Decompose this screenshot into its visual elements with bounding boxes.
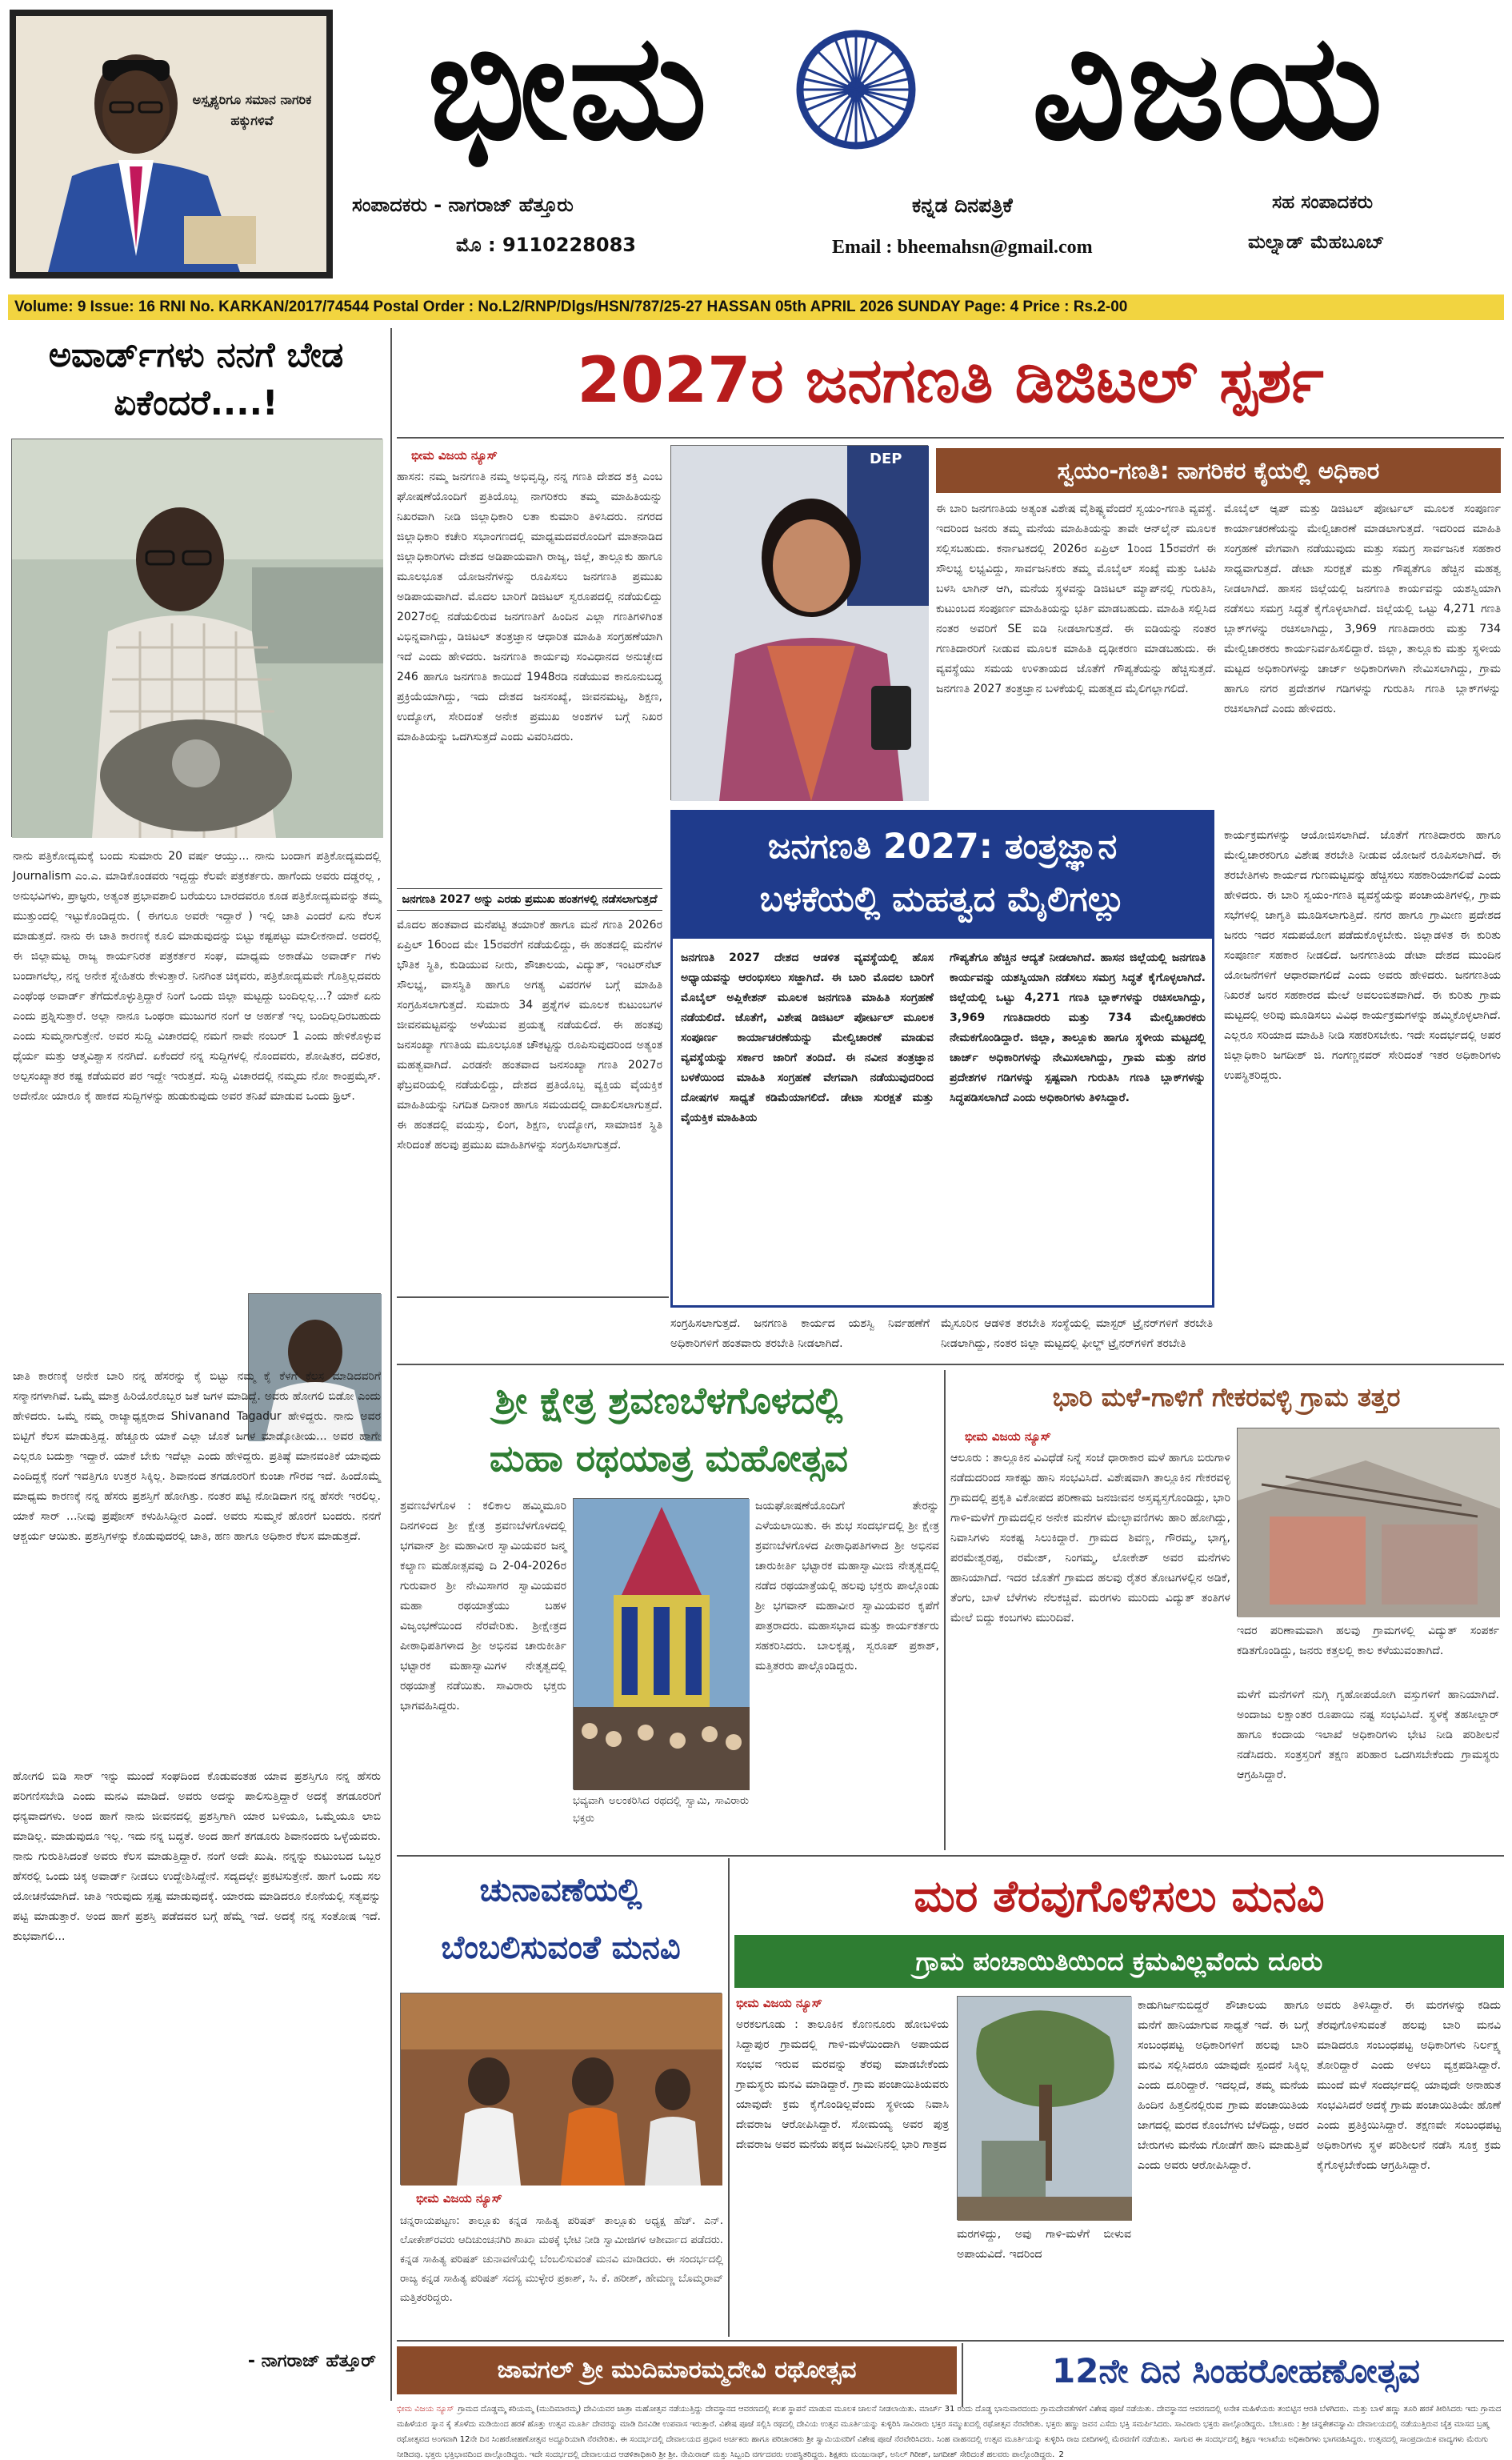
divider (397, 1855, 1504, 1857)
rathayatra-body-1: ಶ್ರವಣಬೆಳಗೊಳ : ಕಲಿಕಾಲ ಹಮ್ಮಿಮೂರಿ ದಿನಗಳಿಂದ ಶ್ರೀ ಕ್ಷೇತ್ರ ಶ್ರವಣಬೆಳಗೊಳದಲ್ಲಿ ಭಗವಾನ್ ಶ್ರೀ ಮಹಾವೀರ ಸ್ವಾಮಿಯವರ ಜನ್ಮ ಕಲ್ಯಾಣ ಮಹೋತ್ಸವವು ದಿ 2-04-2026ರ ಗುರುವಾರ ಶ್ರೀ ನೇಮಿಸಾಗರ ಸ್ವಾಮಿಯವರ ಮಹಾ ರಥಯಾತ್ರೆಯು ಬಹಳ ವಿಜೃಂಭಣೆಯಿಂದ ನೆರವೇರಿತು. ಶ್ರೀಕ್ಷೇತ್ರದ ಪೀಠಾಧಿಪತಿಗಳಾದ ಶ್ರೀ ಅಭಿನವ ಚಾರುಕೀರ್ತಿ ಭಟ್ಟಾರಕ ಮಹಾಸ್ವಾಮಿಗಳ ನೇತೃತ್ವದಲ್ಲಿ ರಥಯಾತ್ರೆ ನಡೆಯಿತು. ಸಾವಿರಾರು ಭಕ್ತರು ಭಾಗವಹಿಸಿದ್ದರು. (400, 1500, 566, 1713)
signature: - ನಾಗರಾಜ್ ಹೆತ್ತೂರ್ (247, 2351, 376, 2371)
coeditor-label: ಸಹ ಸಂಪಾದಕರು (1272, 192, 1374, 213)
javagal-headline: ಜಾವಗಲ್ ಶ್ರೀ ಮುದಿಮಾರಮ್ಮದೇವಿ ರಥೋತ್ಸವ (397, 2346, 957, 2394)
rain-story (950, 1426, 1230, 1842)
tech-tail-3: ಕಾರ್ಯಕ್ರಮಗಳನ್ನು ಆಯೋಜಿಸಲಾಗಿದೆ. ಜೊತೆಗೆ ಗಣತಿದಾರರು ಹಾಗೂ ಮೇಲ್ವಿಚಾರಕರಿಗೂ ವಿಶೇಷ ತರಬೇತಿ ನೀಡುವ ಯೋಜನೆ ರೂಪಿಸಲಾಗಿದೆ. ಈ ತರಬೇತಿಗಳು ಕಾರ್ಯದ ಗುಣಮಟ್ಟವನ್ನು ಹೆಚ್ಚಿಸಲು ಸಹಕಾರಿಯಾಗಲಿವೆ ಎಂದು ಹೇಳಿದರು. ಈ ಬಾರಿ ಸ್ವಯಂ-ಗಣತಿ ವ್ಯವಸ್ಥೆಯನ್ನು ಪಂಚಾಯತಿಗಳಲ್ಲಿ, ಗ್ರಾಮ ಸಭೆಗಳಲ್ಲಿ ಜಾಗೃತಿ ಮೂಡಿಸಲಾಗುತ್ತಿದೆ. ನಗರ ಹಾಗೂ ಗ್ರಾಮೀಣ ಪ್ರದೇಶದ ಜನರು ಇದರ ಸದುಪಯೋಗ ಪಡೆದುಕೊಳ್ಳಬೇಕು. ಜಿಲ್ಲಾಡಳಿತ ಈ ಕುರಿತು ಸಂಪೂರ್ಣ ಸಹಕಾರ ನೀಡಲಿದೆ. ಜನಗಣತಿಯ ಡೇಟಾ ದೇಶದ ಮುಂದಿನ ಯೋಜನೆಗಳಿಗೆ ಆಧಾರವಾಗಲಿದೆ ಎಂದು ಅವರು ಹೇಳಿದರು. ಜನಗಣತಿಯ ನಿಖರತೆ ಜನರ ಸಹಕಾರದ ಮೇಲೆ ಅವಲಂಬಿತವಾಗಿದೆ. ಈ ಕುರಿತು ಗ್ರಾಮ ಮಟ್ಟದಲ್ಲಿ ಅರಿವು ಮೂಡಿಸಲು ವಿವಿಧ ಕಾರ್ಯಕ್ರಮಗಳನ್ನು ಹಮ್ಮಿಕೊಳ್ಳಲಾಗಿದೆ. ಎಲ್ಲರೂ ಸರಿಯಾದ ಮಾಹಿತಿ ನೀಡಿ ಸಹಕರಿಸಬೇಕು. ಇದೇ ಸಂದರ್ಭದಲ್ಲಿ ಅಪರ ಜಿಲ್ಲಾಧಿಕಾರಿ ಜಗದೀಶ್ ಜಿ. ಗಂಗಣ್ಣನವರ್ ಸೇರಿದಂತೆ ಇತರ ಅಧಿಕಾರಿಗಳು ಉಪಸ್ಥಿತರಿದ್ದರು. (1224, 829, 1501, 1082)
lead-byline: ಭೀಮ ವಿಜಯ ನ್ಯೂಸ್ (411, 448, 498, 463)
election-headline-2: ಬೆಂಬಲಿಸುವಂತೆ ಮನವಿ (441, 1929, 681, 1966)
divider (397, 437, 1504, 439)
rathayatra-headline-2: ಮಹಾ ರಥಯಾತ್ರ ಮಹೋತ್ಸವ (489, 1436, 849, 1480)
tech-body-2: ಗೌಪ್ಯತೆಗೂ ಹೆಚ್ಚಿನ ಆದ್ಯತೆ ನೀಡಲಾಗಿದೆ. ಹಾಸನ ಜಿಲ್ಲೆಯಲ್ಲಿ ಜನಗಣತಿ ಕಾರ್ಯವನ್ನು ಯಶಸ್ವಿಯಾಗಿ ನಡೆಸಲು ಸಮಗ್ರ ಸಿದ್ಧತೆ ಕೈಗೊಳ್ಳಲಾಗಿದೆ. ಜಿಲ್ಲೆಯಲ್ಲಿ ಒಟ್ಟು 4,271 ಗಣತಿ ಬ್ಲಾಕ್‌ಗಳನ್ನು ರಚಿಸಲಾಗಿದ್ದು, 3,969 ಗಣತಿದಾರರು ಮತ್ತು 734 ಮೇಲ್ವಿಚಾರಕರು ನೇಮಕಗೊಂಡಿದ್ದಾರೆ. ಜಿಲ್ಲಾ, ತಾಲ್ಲೂಕು ಹಾಗೂ ಸ್ಥಳೀಯ ಮಟ್ಟದಲ್ಲಿ ಚಾರ್ಜ್ ಅಧಿಕಾರಿಗಳನ್ನು ನೇಮಿಸಲಾಗಿದ್ದು, ಗ್ರಾಮ ಮತ್ತು ನಗರ ಪ್ರದೇಶಗಳ ಗಡಿಗಳನ್ನು ಸ್ಪಷ್ಟವಾಗಿ ಗುರುತಿಸಿ ಗಣತಿ ಬ್ಲಾಕ್‌ಗಳನ್ನು ಸಿದ್ಧಪಡಿಸಲಾಗಿದೆ ಎಂದು ಅಧಿಕಾರಿಗಳು ತಿಳಿಸಿದ್ದಾರೆ. (950, 952, 1206, 1104)
chariot-photo (573, 1498, 749, 1789)
divider (397, 1364, 1504, 1365)
tech-tail-1: ಸಂಗ್ರಹಿಸಲಾಗುತ್ತದೆ. ಜನಗಣತಿ ಕಾರ್ಯದ ಯಶಸ್ವಿ ನಿರ್ವಹಣೆಗೆ ಅಧಿಕಾರಿಗಳಿಗೆ ಹಂತವಾರು ತರಬೇತಿ ನೀಡಲಾಗಿದೆ. (670, 1317, 930, 1350)
divider (944, 1370, 946, 1850)
rathayatra-caption: ಭವ್ಯವಾಗಿ ಅಲಂಕರಿಸಿದ ರಥದಲ್ಲಿ ಸ್ವಾಮಿ, ಸಾವಿರಾರು ಭಕ್ತರು (573, 1795, 749, 1825)
divider (962, 2343, 963, 2407)
lead-body: ಹಾಸನ: ನಮ್ಮ ಜನಗಣತಿ ನಮ್ಮ ಅಭಿವೃದ್ಧಿ, ನನ್ನ ಗಣತಿ ದೇಶದ ಶಕ್ತಿ ಎಂಬ ಘೋಷಣೆಯೊಂದಿಗೆ ಪ್ರತಿಯೊಬ್ಬ ನಾಗರಿಕರು ತಮ್ಮ ಮಾಹಿತಿಯನ್ನು ನಿಖರವಾಗಿ ನೀಡಿ ಜಿಲ್ಲಾಧಿಕಾರಿ ಲತಾ ಕುಮಾರಿ ತಿಳಿಸಿದರು. ನಗರದ ಜಿಲ್ಲಾಧಿಕಾರಿ ಕಚೇರಿ ಸಭಾಂಗಣದಲ್ಲಿ ಮಾಧ್ಯಮದವರೊಂದಿಗೆ ಮಾತನಾಡಿದ ಜಿಲ್ಲಾಧಿಕಾರಿಗಳು ದೇಶದ ಅಡಿಪಾಯವಾಗಿ ರಾಜ್ಯ, ಜಿಲ್ಲೆ, ತಾಲ್ಲೂಕು ಹಾಗೂ ಮೂಲಭೂತ ಯೋಜನೆಗಳನ್ನು ರೂಪಿಸಲು ಜನಗಣತಿ ಪ್ರಮುಖ ಅಡಿಪಾಯವಾಗಿದೆ. ಮೊದಲ ಬಾರಿಗೆ ಡಿಜಿಟಲ್ ಸ್ವರೂಪದಲ್ಲಿ ನಡೆಯಲಿದ್ದು 2027ರಲ್ಲಿ ನಡೆಯಲಿರುವ ಜನಗಣತಿಗೆ ಹಿಂದಿನ ಎಲ್ಲಾ ಗಣತಿಗಳಿಗಿಂತ ವಿಭಿನ್ನವಾಗಿದ್ದು, ಡಿಜಿಟಲ್ ತಂತ್ರಜ್ಞಾನ ಆಧಾರಿತ ಮಾಹಿತಿ ಸಂಗ್ರಹಣೆಯಾಗಿ ಇದೆ ಎಂದು ಹೇಳಿದರು. ಜನಗಣತಿ ಕಾರ್ಯವು ಸಂವಿಧಾನದ ಅನುಚ್ಛೇದ 246 ಹಾಗೂ ಜನಗಣತಿ ಕಾಯಿದೆ 1948ರಡಿ ನಡೆಯುವ ಕಾನೂನುಬದ್ಧ ಪ್ರಕ್ರಿಯೆಯಾಗಿದ್ದು, ಇದು ದೇಶದ ಜನಸಂಖ್ಯೆ, ಜೀವನಮಟ್ಟ, ಶಿಕ್ಷಣ, ಉದ್ಯೋಗ, ಸೇರಿದಂತೆ ಅನೇಕ ಪ್ರಮುಖ ಅಂಶಗಳ ಬಗ್ಗೆ ನಿಖರ ಮಾಹಿತಿಯನ್ನು ಒದಗಿಸುತ್ತದೆ ಎಂದು ವಿವರಿಸಿದರು. (397, 471, 662, 743)
lower-band (397, 2399, 1504, 2459)
left-para-2: ಜಾತಿ ಕಾರಣಕ್ಕೆ ಅನೇಕ ಬಾರಿ ನನ್ನ ಹೆಸರನ್ನು ಕೈ ಬಿಟ್ಟು ನಮ್ಮ ಕೈ ಕೆಳಗೆ ಕೆಲಸ ಮಾಡಿದವರಿಗೆ ಸನ್ಮಾನಗಳಾಗಿವೆ. ಒಮ್ಮೆ ಮಾತ್ರ ಹಿರಿಯೊರೊಬ್ಬರ ಜತೆ ಜಗಳ ಮಾಡಿದ್ದೆ. ಅವರು ಹೋಗಲಿ ಬಿಡೋ ಎಂದು ಹೇಳಿದರು. ಒಮ್ಮೆ ನಮ್ಮ ರಾಜ್ಯಾಧ್ಯಕ್ಷರಾದ Shivanand Tagadur ಹೇಳಿದ್ದರು. ನಾನು ಅವರ ಬಿಟ್ಟಿಗೆ ಕೆಲಸ ಮಾಡುತ್ತಿದ್ದ. ಹೆಚ್ಚೂರು ಯಾಕೆ ಎಲ್ಲಾ ಜೊತೆ ಜಗಳ ಮಾಡ್ಕೋತೀಯ... ಅವರ ಹಾಗೇ ಎಲ್ಲರೂ ಬದುಕ್ತಾ ಇದ್ದಾರೆ. ಯಾಕೆ ಬೇಕು ಇದೆಲ್ಲಾ ಎಂದು ಹೇಳಿದ್ದರು. ಪ್ರತಿಷ್ಠೆ ಮಾನವಂತಿಕೆ ಯಾವುದು ಎಂದಿದ್ದಕ್ಕೆ ನಂಗೆ ಇವತ್ತಿಗೂ ಉತ್ತರ ಸಿಕ್ಕಿಲ್ಲ. ಶಿವಾನಂದ ತಗಡೂರರಿಗೆ ಕುಂಚಾ ಗೌರವ ಇದೆ. ಹಿಂದೊಮ್ಮೆ ಮಾಧ್ಯಮ ಕಾರಣಕ್ಕೆ ನನ್ನ ಹೆಸರು ಪ್ರಶಸ್ತಿಗೆ ಹೋಗಿತ್ತು. ನಂತರ ಪಟ್ಟಿ ನೋಡಿದಾಗ ನನ್ನ ಹೆಸರೇ ಇರಲಿಲ್ಲ. ಯಾಕೆ ಸಾರ್ ...ನೀವು ಪ್ರಪೋಸ್ ಕಳುಹಿಸಿದ್ದೀರ ಎಂದೆ. ಅವರು ಸುಮ್ಮನೆ ಹೊರಗೆ ಬಂದರು. ನನಗೆ ಆಶ್ಚರ್ಯ ಆಯಿತು. ಪ್ರಶಸ್ತಿಗಳನ್ನು ಕೊಡುವುದರಲ್ಲಿ ಜಾತಿ, ಹಣ ಹಾಗೂ ಅಧಿಕಾರ ಕೆಲಸ ಮಾಡುತ್ತದೆ. (13, 1370, 381, 1543)
trees-subhead: ಗ್ರಾಮ ಪಂಚಾಯಿತಿಯಿಂದ ಕ್ರಮವಿಲ್ಲವೆಂದು ದೂರು (734, 1935, 1504, 1988)
rain-body-1: ಆಲೂರು : ತಾಲ್ಲೂಕಿನ ವಿವಿಧೆಡೆ ನಿನ್ನೆ ಸಂಜೆ ಧಾರಾಕಾರ ಮಳೆ ಹಾಗೂ ಬಿರುಗಾಳಿ ನಡೆದುದರಿಂದ ಸಾಕಷ್ಟು ಹಾನಿ ಸಂಭವಿಸಿದೆ. ವಿಶೇಷವಾಗಿ ತಾಲ್ಲೂಕಿನ ಗೇಕರವಳ್ಳಿ ಗ್ರಾಮದಲ್ಲಿ ಪ್ರಕೃತಿ ವಿಕೋಪದ ಪರಿಣಾಮ ಜನಜೀವನ ಅಸ್ತವ್ಯಸ್ತಗೊಂಡಿದ್ದು, ಭಾರಿ ಗಾಳಿ-ಮಳೆಗೆ ಗ್ರಾಮದಲ್ಲಿನ ಅನೇಕ ಮನೆಗಳ ಮೇಲ್ಛಾವಣಿಗಳು ಹಾರಿ ಹೋಗಿದ್ದು, ನಿವಾಸಿಗಳು ಸಂಕಷ್ಟ ಸಿಲುಕಿದ್ದಾರೆ. ಗ್ರಾಮದ ಶಿವಣ್ಣ, ಗೌರಮ್ಮ, ಭಾಗ್ಯ, ಪರಮೇಶ್ವರಪ್ಪ, ರಮೇಶ್, ನಿಂಗಮ್ಮ, ಲೋಕೇಶ್ ಅವರ ಮನೆಗಳು ಹಾನಿಯಾಗಿದೆ. ಇದರ ಜೊತೆಗೆ ಗ್ರಾಮದ ಹಲವು ರೈತರ ತೋಟಗಳಲ್ಲಿನ ಅಡಿಕೆ, ತೆಂಗು, ಬಾಳೆ ಬೆಳೆಗಳು ನೆಲಕಚ್ಚಿವೆ. ಮರಗಳು ಮುರಿದು ವಿದ್ಯುತ್ ತಂತಿಗಳ ಮೇಲೆ ಬಿದ್ದು ಕಂಬಗಳು ಮುರಿದಿವೆ. (950, 1452, 1230, 1625)
trees-body-1: ಅರಕಲಗೂಡು : ತಾಲೂಕಿನ ಕೊಣನೂರು ಹೋಬಳಿಯ ಸಿದ್ದಾಪುರ ಗ್ರಾಮದಲ್ಲಿ ಗಾಳಿ-ಮಳೆಯಿಂದಾಗಿ ಅಪಾಯದ ಸಂಭವ ಇರುವ ಮರವನ್ನು ತೆರವು ಮಾಡಬೇಕೆಂದು ಗ್ರಾಮಸ್ಥರು ಮನವಿ ಮಾಡಿದ್ದಾರೆ. ಗ್ರಾಮ ಪಂಚಾಯಿತಿಯವರು ಯಾವುದೇ ಕ್ರಮ ಕೈಗೊಂಡಿಲ್ಲವೆಂದು ಸ್ಥಳೀಯ ನಿವಾಸಿ ದೇವರಾಜ ಆರೋಪಿಸಿದ್ದಾರೆ. ಸೋಮಯ್ಯ ಅವರ ಪುತ್ರ ದೇವರಾಜ ಅವರ ಮನೆಯ ಪಕ್ಕದ ಜಮೀನಿನಲ್ಲಿ ಭಾರಿ ಗಾತ್ರದ (736, 2018, 949, 2151)
portrait-caption: ಅಸ್ಪೃಶ್ಯರಿಗೂ ಸಮಾನ ನಾಗರಿಕ ಹಕ್ಕುಗಳಿವೆ (192, 92, 312, 128)
divider (397, 2340, 1504, 2342)
tech-body-1: ಜನಗಣತಿ 2027 ದೇಶದ ಆಡಳಿತ ವ್ಯವಸ್ಥೆಯಲ್ಲಿ ಹೊಸ ಅಧ್ಯಾಯವನ್ನು ಆರಂಭಿಸಲು ಸಜ್ಜಾಗಿದೆ. ಈ ಬಾರಿ ಮೊದಲ ಬಾರಿಗೆ ಮೊಬೈಲ್ ಅಪ್ಲಿಕೇಶನ್ ಮೂಲಕ ಜನಗಣತಿ ಮಾಹಿತಿ ಸಂಗ್ರಹಣೆ ನಡೆಯಲಿದೆ. ಜೊತೆಗೆ, ವಿಶೇಷ ಡಿಜಿಟಲ್ ಪೋರ್ಟಲ್ ಮೂಲಕ ಸಂಪೂರ್ಣ ಕಾರ್ಯಾಚರಣೆಯನ್ನು ಮೇಲ್ವಿಚಾರಣೆ ಮಾಡುವ ವ್ಯವಸ್ಥೆಯನ್ನು ಸರ್ಕಾರ ಜಾರಿಗೆ ತಂದಿದೆ. ಈ ನವೀನ ತಂತ್ರಜ್ಞಾನ ಬಳಕೆಯಿಂದ ಮಾಹಿತಿ ಸಂಗ್ರಹಣೆ ವೇಗವಾಗಿ ನಡೆಯುವುದರಿಂದ ದೋಷಗಳ ಸಾಧ್ಯತೆ ಕಡಿಮೆಯಾಗಲಿದೆ. ಡೇಟಾ ಸುರಕ್ಷತೆ ಮತ್ತು ವೈಯಕ್ತಿಕ ಮಾಹಿತಿಯ (681, 952, 934, 1124)
portrait-image (16, 16, 326, 272)
tech-headline-2: ಬಳಕೆಯಲ್ಲಿ ಮಹತ್ವದ ಮೈಲಿಗಲ್ಲು (759, 879, 1126, 919)
left-para-3: ಹೋಗಲಿ ಬಿಡಿ ಸಾರ್ ಇನ್ನು ಮುಂದೆ ಸಂಘದಿಂದ ಕೊಡುವಂತಹ ಯಾವ ಪ್ರಶಸ್ತಿಗೂ ನನ್ನ ಹೆಸರು ಪರಿಗಣಿಸಬೇಡಿ ಎಂದು ಮನವಿ ಮಾಡಿದೆ. ಅವರು ಅದನ್ನು ಪಾಲಿಸುತ್ತಿದ್ದಾರೆ ಅದಕ್ಕೆ ತಗಡೂರರಿಗೆ ಧನ್ಯವಾದಗಳು. ಅಂದ ಹಾಗೆ ನಾನು ಜೀವನದಲ್ಲಿ ಪ್ರಶಸ್ತಿಗಾಗಿ ಯಾರ ಬಳಿಯೂ, ಒಮ್ಮೆಯೂ ಲಾಬಿ ಮಾಡಿಲ್ಲ. ಮಾಡುವುದೂ ಇಲ್ಲ. ಇದು ನನ್ನ ಬದ್ಧತೆ. ಅಂದ ಹಾಗೆ ತಗಡೂರು ಶಿವಾನಂದರು ಒಳ್ಳೆಯವರು. ನಾನು ಗುರುತಿಸಿದಂತೆ ಅವರು ಕೆಲಸ ಮಾಡುತ್ತಿದ್ದಾರೆ. ನಂಗೆ ಅದೇ ಖುಷಿ. ನನ್ನನ್ನು ಕುಟುಂಬದ ಒಬ್ಬರ ಹೆಸರಲ್ಲಿ ಒಂದು ಚಿಕ್ಕ ಅವಾರ್ಡ್ ನೀಡಲು ಉದ್ದೇಶಿಸಿದ್ದೇನೆ. ಸದ್ಯದಲ್ಲೇ ಪ್ರಕಟಿಸುತ್ತೇನೆ. ಹಾಗೆ ಒಂದು ಸಲ ಯೋಚನೆಯಾಗಿದೆ. ಜಾತಿ ಇರುವುದು ಸ್ಪಷ್ಟ ಮಾಡುವುದಕ್ಕೆ. ಯಾರದು ಮಾಡಿದರೂ ಕೊನೆಯಲ್ಲಿ ಸತ್ಯವನ್ನು ಪಟ್ಟಿ ಮಾಡುತ್ತಾರೆ. ಅಂದ ಹಾಗೆ ಪ್ರಶಸ್ತಿ ಪಡೆದವರ ಬಗ್ಗೆ ಹೆಮ್ಮೆ ಇದೆ. ಅದಕ್ಕೆ ನನ್ನ ಸಂತೋಷ ಇದೆ. ಶುಭವಾಗಲಿ... (13, 1770, 381, 1943)
election-byline: ಭೀಮ ವಿಜಯ ನ್ಯೂಸ್ (416, 2191, 502, 2206)
rain-byline: ಭೀಮ ವಿಜಯ ನ್ಯೂಸ್ (965, 1429, 1051, 1444)
lead-headline: 2027ರ ಜನಗಣತಿ ಡಿಜಿಟಲ್ ಸ್ಪರ್ಶ (577, 345, 1324, 417)
self-census-body-1: ಈ ಬಾರಿ ಜನಗಣತಿಯ ಅತ್ಯಂತ ವಿಶೇಷ ವೈಶಿಷ್ಟ್ಯವೆಂದರೆ ಸ್ವಯಂ-ಗಣತಿ ವ್ಯವಸ್ಥೆ. ಇದರಿಂದ ಜನರು ತಮ್ಮ ಮನೆಯ ಮಾಹಿತಿಯನ್ನು ತಾವೇ ಆನ್‌ಲೈನ್ ಮೂಲಕ ಸಲ್ಲಿಸಬಹುದು. ಕರ್ನಾಟಕದಲ್ಲಿ 2026ರ ಏಪ್ರಿಲ್ 1ರಿಂದ 15ರವರೆಗೆ ಈ ಸೌಲಭ್ಯ ಲಭ್ಯವಿದ್ದು, ಸಾರ್ವಜನಿಕರು ತಮ್ಮ ಮೊಬೈಲ್ ಸಂಖ್ಯೆ ಮತ್ತು ಒಟಿಪಿ ಬಳಸಿ ಲಾಗಿನ್ ಆಗಿ, ಮನೆಯ ಸ್ಥಳವನ್ನು ಡಿಜಿಟಲ್ ಮ್ಯಾಪ್‌ನಲ್ಲಿ ಗುರುತಿಸಿ, ಕುಟುಂಬದ ಸಂಪೂರ್ಣ ಮಾಹಿತಿಯನ್ನು ಭರ್ತಿ ಮಾಡಬಹುದು. ಮಾಹಿತಿ ಸಲ್ಲಿಸಿದ ನಂತರ ಅವರಿಗೆ SE ಐಡಿ ನೀಡಲಾಗುತ್ತದೆ. ಈ ಐಡಿಯನ್ನು ನಂತರ ಗಣತಿದಾರರಿಗೆ ನೀಡುವ ಮೂಲಕ ಮಾಹಿತಿ ದೃಢೀಕರಣ ಮಾಡಬಹುದು. ಈ ವ್ಯವಸ್ಥೆಯು ಸಮಯ ಉಳಿತಾಯದ ಜೊತೆಗೆ ಗೌಪ್ಯತೆಯನ್ನು ಹೆಚ್ಚಿಸುತ್ತದೆ. ಜನಗಣತಿ 2027 ತಂತ್ರಜ್ಞಾನ ಬಳಕೆಯಲ್ಲಿ ಮಹತ್ವದ ಮೈಲಿಗಲ್ಲಾಗಲಿದೆ. (936, 503, 1216, 695)
trees-caption: ಮರಗಳಿದ್ದು, ಅವು ಗಾಳಿ-ಮಳೆಗೆ ಬೀಳುವ ಅಪಾಯವಿದೆ. ಇದರಿಂದ (957, 2228, 1131, 2261)
trees-body-2: ಕಾಡುಗಿರ್ಜನುಬಿದ್ದರೆ ಶೌಚಾಲಯ ಹಾಗೂ ಮನೆಗೆ ಹಾನಿಯಾಗುವ ಸಾಧ್ಯತೆ ಇದೆ. ಈ ಬಗ್ಗೆ ಸಂಬಂಧಪಟ್ಟ ಅಧಿಕಾರಿಗಳಿಗೆ ಹಲವು ಬಾರಿ ಮನವಿ ಸಲ್ಲಿಸಿದರೂ ಯಾವುದೇ ಸ್ಪಂದನೆ ಸಿಕ್ಕಿಲ್ಲ ಎಂದು ದೂರಿದ್ದಾರೆ. ಇದಲ್ಲದೆ, ತಮ್ಮ ಮನೆಯ ಹಿಂದಿನ ಹಿತ್ತಲಿನಲ್ಲಿರುವ ಗ್ರಾಮ ಪಂಚಾಯಿತಿಯ ಜಾಗದಲ್ಲಿ ಮರದ ಕೊಂಬೆಗಳು ಬೆಳೆದಿದ್ದು, ಅದರ ಬೇರುಗಳು ಮನೆಯ ಗೋಡೆಗೆ ಹಾನಿ ಮಾಡುತ್ತಿವೆ ಎಂದು ಅವರು ಆರೋಪಿಸಿದ್ದಾರೆ. (1138, 1999, 1309, 2172)
self-census-headline: ಸ್ವಯಂ-ಗಣತಿ: ನಾಗರಿಕರ ಕೈಯಲ್ಲಿ ಅಧಿಕಾರ (936, 448, 1501, 493)
tree-photo (957, 1996, 1131, 2220)
masthead (0, 0, 1512, 291)
divider (728, 1858, 730, 2337)
phone-line: ಮೊ : 9110228083 (456, 234, 636, 256)
coeditor-name: ಮಲ್ನಾಡ್ ಮೆಹಬೂಬ್ (1248, 232, 1385, 253)
journalist-photo (11, 439, 382, 837)
lead-story (397, 445, 662, 1324)
email-line: Email : bheemahsn@gmail.com (832, 237, 1093, 258)
trees-headline: ಮರ ತೆರವುಗೊಳಿಸಲು ಮನವಿ (914, 1871, 1325, 1921)
lead-body-2: ಮೊದಲ ಹಂತವಾದ ಮನೆಪಟ್ಟಿ ತಯಾರಿಕೆ ಹಾಗೂ ಮನೆ ಗಣತಿ 2026ರ ಏಪ್ರಿಲ್ 16ರಿಂದ ಮೇ 15ರವರೆಗೆ ನಡೆಯಲಿದ್ದು, ಈ ಹಂತದಲ್ಲಿ ಮನೆಗಳ ಭೌತಿಕ ಸ್ಥಿತಿ, ಕುಡಿಯುವ ನೀರು, ಶೌಚಾಲಯ, ವಿದ್ಯುತ್, ಇಂಟರ್‌ನೆಟ್ ಸೌಲಭ್ಯ, ವಾಸಸ್ಥಿತಿ ಹಾಗೂ ಅಗತ್ಯ ವಿವರಗಳ ಬಗ್ಗೆ ಮಾಹಿತಿ ಸಂಗ್ರಹಿಸಲಾಗುತ್ತದೆ. ಸುಮಾರು 34 ಪ್ರಶ್ನೆಗಳ ಮೂಲಕ ಕುಟುಂಬಗಳ ಜೀವನಮಟ್ಟವನ್ನು ಅಳೆಯುವ ಪ್ರಯತ್ನ ನಡೆಯಲಿದೆ. ಈ ಹಂತವು ಜನಸಂಖ್ಯಾ ಗಣತಿಯ ಮೂಲಭೂತ ಚೌಕಟ್ಟನ್ನು ರೂಪಿಸುವುದರಿಂದ ಅತ್ಯಂತ ಮಹತ್ವವಾಗಿದೆ. ಎರಡನೇ ಹಂತವಾದ ಜನಸಂಖ್ಯಾ ಗಣತಿ 2027ರ ಫೆಬ್ರವರಿಯಲ್ಲಿ ನಡೆಯಲಿದ್ದು, ದೇಶದ ಪ್ರತಿಯೊಬ್ಬ ವ್ಯಕ್ತಿಯ ವೈಯಕ್ತಿಕ ಮಾಹಿತಿಯನ್ನು ನಿಗದಿತ ದಿನಾಂಕ ಹಾಗೂ ಸಮಯದಲ್ಲಿ ದಾಖಲಿಸಲಾಗುತ್ತದೆ. ಈ ಹಂತದಲ್ಲಿ ವಯಸ್ಸು, ಲಿಂಗ, ಶಿಕ್ಷಣ, ಉದ್ಯೋಗ, ಸಾಮಾಜಿಕ ಸ್ಥಿತಿ ಸೇರಿದಂತೆ ಹಲವು ಪ್ರಮುಖ ಮಾಹಿತಿಗಳನ್ನು ಸಂಗ್ರಹಿಸಲಾಗುತ್ತದೆ. (397, 919, 662, 1152)
editor-line: ಸಂಪಾದಕರು - ನಾಗರಾಜ್ ಹೆತ್ತೂರು (352, 194, 574, 216)
tech-headline-1: ಜನಗಣತಿ 2027: ತಂತ್ರಜ್ಞಾನ (767, 827, 1118, 867)
election-headline-1: ಚುನಾವಣೆಯಲ್ಲಿ (479, 1872, 642, 1909)
election-headline (397, 1861, 725, 1989)
portrait-frame (10, 10, 333, 278)
dc-photo (670, 445, 928, 800)
divider (397, 1296, 669, 1298)
javagal-body-2: ಸ್ನಾನ ಕೈ ತೊಳೆದು ಮಡಿಯಿಂದ ಹರಕೆ ಹೊತ್ತು ಉತ್ಸವ ಮೂರ್ತಿ ದೇವರನ್ನು ಮಾಡಿ ದಿನವಿಡೀ ಉಪವಾಸ ಇರುತ್ತಾರೆ. ವಿಶೇಷ ಪೂಜೆ ಸಲ್ಲಿಸಿ ರಥದಲ್ಲಿ ದೇವಿಯ ಉತ್ಸವ ಮೂರ್ತಿಯನ್ನು ಕುಳ್ಳಿರಿಸಿ ಸಾವಿರಾರು ಭಕ್ತರ ಸಮ್ಮುಖದಲ್ಲಿ ರಥೋತ್ಸವ ನೆರವೇರಿತು. ಭಕ್ತರು ಹಣ್ಣು ಜವನ ಎಸೆದು ಭಕ್ತಿ ಸಮರ್ಪಿಸಿದರು. ಸಾವಿರಾರು ಭಕ್ತರು ಪಾಲ್ಗೊಂಡಿದ್ದರು. (430, 2420, 1266, 2429)
trees-story (736, 1993, 949, 2337)
rain-headline: ಭಾರಿ ಮಳೆ-ಗಾಳಿಗೆ ಗೇಕರವಳ್ಳಿ ಗ್ರಾಮ ತತ್ತರ (1052, 1382, 1401, 1412)
left-column (8, 327, 384, 2402)
rain-body-2: ಮಳೆಗೆ ಮನೆಗಳಿಗೆ ನುಗ್ಗಿ ಗೃಹೋಪಯೋಗಿ ವಸ್ತುಗಳಿಗೆ ಹಾನಿಯಾಗಿದೆ. ಅಂದಾಜು ಲಕ್ಷಾಂತರ ರೂಪಾಯಿ ನಷ್ಟ ಸಂಭವಿಸಿದೆ. ಸ್ಥಳಕ್ಕೆ ತಹಸೀಲ್ದಾರ್ ಹಾಗೂ ಕಂದಾಯ ಇಲಾಖೆ ಅಧಿಕಾರಿಗಳು ಭೇಟಿ ನೀಡಿ ಪರಿಶೀಲನೆ ನಡೆಸಿದರು. ಸಂತ್ರಸ್ತರಿಗೆ ತಕ್ಷಣ ಪರಿಹಾರ ಒದಗಿಸಬೇಕೆಂದು ಗ್ರಾಮಸ್ಥರು ಆಗ್ರಹಿಸಿದ್ದಾರೆ. (1237, 1689, 1499, 1781)
trees-body-3: ಅವರು ತಿಳಿಸಿದ್ದಾರೆ. ಈ ಮರಗಳನ್ನು ಕಡಿದು ತೆರವುಗೊಳಿಸುವಂತೆ ಹಲವು ಬಾರಿ ಮನವಿ ಮಾಡಿದರೂ ಸಂಬಂಧಪಟ್ಟ ಅಧಿಕಾರಿಗಳು ನಿರ್ಲಕ್ಷ್ಯ ತೋರಿದ್ದಾರೆ ಎಂದು ಅಳಲು ವ್ಯಕ್ತಪಡಿಸಿದ್ದಾರೆ. ಮುಂದೆ ಮಳೆ ಸಂದರ್ಭದಲ್ಲಿ ಯಾವುದೇ ಅನಾಹುತ ಸಂಭವಿಸಿದರೆ ಅದಕ್ಕೆ ಗ್ರಾಮ ಪಂಚಾಯಿತಿಯೇ ಹೊಣೆ ಎಂದು ಪ್ರತಿಕ್ರಿಯಿಸಿದ್ದಾರೆ. ತಕ್ಷಣವೇ ಸಂಬಂಧಪಟ್ಟ ಅಧಿಕಾರಿಗಳು ಸ್ಥಳ ಪರಿಶೀಲನೆ ನಡೆಸಿ ಸೂಕ್ತ ಕ್ರಮ ಕೈಗೊಳ್ಳಬೇಕೆಂದು ಆಗ್ರಹಿಸಿದ್ದಾರೆ. (1317, 1999, 1501, 2172)
lead-subhead: ಜನಗಣತಿ 2027 ಅನ್ನು ಎರಡು ಪ್ರಮುಖ ಹಂತಗಳಲ್ಲಿ ನಡೆಸಲಾಗುತ್ತದೆ (397, 888, 662, 911)
left-headline: ಅವಾರ್ಡ್‌ಗಳು ನನಗೆ ಬೇಡ ಏಕೆಂದರೆ....! (48, 335, 344, 423)
dc-photo-sign: DEP (870, 451, 902, 467)
self-census-body-2: ಮೊಬೈಲ್ ಆ್ಯಪ್ ಮತ್ತು ಡಿಜಿಟಲ್ ಪೋರ್ಟಲ್ ಮೂಲಕ ಸಂಪೂರ್ಣ ಕಾರ್ಯಾಚರಣೆಯನ್ನು ಮೇಲ್ವಿಚಾರಣೆ ಮಾಡಲಾಗುತ್ತದೆ. ಇದರಿಂದ ಮಾಹಿತಿ ಸಂಗ್ರಹಣೆ ವೇಗವಾಗಿ ನಡೆಯುವುದು ಮತ್ತು ಸಮಗ್ರ ಸಾರ್ವಜನಿಕ ಸಹಕಾರ ಸಾಧ್ಯವಾಗುತ್ತದೆ. ಡೇಟಾ ಸುರಕ್ಷತೆ ಮತ್ತು ಗೌಪ್ಯತೆಗೂ ಹೆಚ್ಚಿನ ಮಹತ್ವ ನೀಡಲಾಗಿದೆ. ಹಾಸನ ಜಿಲ್ಲೆಯಲ್ಲಿ ಜನಗಣತಿ ಕಾರ್ಯವನ್ನು ಯಶಸ್ವಿಯಾಗಿ ನಡೆಸಲು ಸಮಗ್ರ ಸಿದ್ಧತೆ ಕೈಗೊಳ್ಳಲಾಗಿದೆ. ಜಿಲ್ಲೆಯಲ್ಲಿ ಒಟ್ಟು 4,271 ಗಣತಿ ಬ್ಲಾಕ್‌ಗಳನ್ನು ರಚಿಸಲಾಗಿದ್ದು, 3,969 ಗಣತಿದಾರರು ಮತ್ತು 734 ಮೇಲ್ವಿಚಾರಕರು ಕಾರ್ಯನಿರ್ವಹಿಸಲಿದ್ದಾರೆ. ಜಿಲ್ಲಾ, ತಾಲ್ಲೂಕು ಮತ್ತು ಸ್ಥಳೀಯ ಮಟ್ಟದ ಅಧಿಕಾರಿಗಳನ್ನು ಚಾರ್ಜ್ ಅಧಿಕಾರಿಗಳಾಗಿ ನೇಮಿಸಲಾಗಿದ್ದು, ಗ್ರಾಮ ಹಾಗೂ ನಗರ ಪ್ರದೇಶಗಳ ಗಡಿಗಳನ್ನು ಗುರುತಿಸಿ ಗಣತಿ ಬ್ಲಾಕ್‌ಗಳನ್ನು ರಚಿಸಲಾಗಿದೆ ಎಂದು ಹೇಳಿದರು. (1224, 503, 1501, 715)
info-strip: Volume: 9 Issue: 16 RNI No. KARKAN/2017/74544 Postal Order : No.L2/RNP/Dlgs/HSN/787/25-27 HASSAN 05th APRIL 2026 SUNDAY Page: 4 Price : Rs.2-00 (8, 294, 1504, 320)
rain-caption: ಇದರ ಪರಿಣಾಮವಾಗಿ ಹಲವು ಗ್ರಾಮಗಳಲ್ಲಿ ವಿದ್ಯುತ್ ಸಂಪರ್ಕ ಕಡಿತಗೊಂಡಿದ್ದು, ಜನರು ಕತ್ತಲಲ್ಲಿ ಕಾಲ ಕಳೆಯುವಂತಾಗಿದೆ. (1237, 1625, 1499, 1657)
continued-page: 2 (1058, 2450, 1064, 2459)
paper-type: ಕನ್ನಡ ದಿನಪತ್ರಿಕೆ (912, 194, 1013, 217)
trees-byline: ಭೀಮ ವಿಜಯ ನ್ಯೂಸ್ (736, 1996, 822, 2010)
divider (390, 328, 392, 2401)
javagal-byline: ಭೀಮ ವಿಜಯ ನ್ಯೂಸ್ (397, 2405, 454, 2414)
left-para-1: ನಾನು ಪತ್ರಿಕೋದ್ಯಮಕ್ಕೆ ಬಂದು ಸುಮಾರು 20 ವರ್ಷ ಆಯ್ತು... ನಾನು ಬಂದಾಗ ಪತ್ರಿಕೋದ್ಯಮದಲ್ಲಿ Journalism ಎಂ.ಎ. ಮಾಡಿಕೊಂಡವರು ಇದ್ದದ್ದು ಕೆಲವೇ ಪತ್ರಕರ್ತರು. ಹಾಗೆಂದು ಅವರು ದಡ್ಡರಲ್ಲ , ಅನುಭವಿಗಳು, ಪ್ರಾಜ್ಞರು, ಅತ್ಯಂತ ಪ್ರಭಾವಶಾಲಿ ಬರೆಯಲು ಬಾರದವರೂ ಕೂಡ ಪತ್ರಿಕೋದ್ಯಮವನ್ನು ತಮ್ಮ ಮುತ್ತುಂದಲ್ಲಿ ಇಟ್ಟುಕೊಂಡಿದ್ದರು. ( ಈಗಲೂ ಅವರೇ ಇದ್ದಾರೆ ) ಇಲ್ಲಿ ಜಾತಿ ಎಂದರೆ ಏನು ಕೆಲಸ ಮಾಡುತ್ತದೆ. ನಾನು ಈ ಜಾತಿ ಕಾರಣಕ್ಕೆ ಕೂಲಿ ಮಾಡುವುದನ್ನು ಬಿಟ್ಟು ಕಷ್ಟಪಟ್ಟು ಮಾಲೀಕನಾದೆ. ಅದರಲ್ಲಿ ಈ ಜಿಲ್ಲಾಮಟ್ಟ ರಾಜ್ಯ ಕಾರ್ಯನಿರತ ಪತ್ರಕರ್ತರ ಸಂಘ, ಮಾಧ್ಯಮ ಅಕಾಡೆಮಿ ಅವಾರ್ಡ್ ಗಳು ಬಂದಾಗಲೆಲ್ಲ, ನನ್ನ ಅನೇಕ ಸ್ನೇಹಿತರು ಕೇಳುತ್ತಾರೆ. ನಿನಗಿಂತ ಚಿಕ್ಕವರು, ಪತ್ರಿಕೋದ್ಯಮವೇ ಗೊತ್ತಿಲ್ಲದವರು ಎಂಥೆಂಥ ಅವಾರ್ಡ್ ತೆಗೆದುಕೊಳ್ಳುತ್ತಿದ್ದಾರೆ ನಿಂಗೆ ಒಂದು ಜಿಲ್ಲಾ ಮಟ್ಟದ್ದು ಬಂದಿಲ್ಲಲ್ಲ...? ಯಾಕೆ ಏನು ಎಂದು ಪ್ರಶ್ನಿಸುತ್ತಾರೆ. ಅಲ್ಲಾ ನಾನೂ ಒಂಥರಾ ಮುಜುಗರ ನಂಗೆ ಆ ಅರ್ಹತೆ ಇಲ್ಲ ಬಂದಿಲ್ಲದಿರಬಹುದು ಎಂದು ಸುಮ್ಮನಾಗುತ್ತೇನೆ. ಅವರ ಸುದ್ದಿ ವಿಚಾರದಲ್ಲಿ ನಮಗೆ ನಾವೇ ನಂಬರ್ 1 ಎಂದು ಹೇಳಿಕೊಳ್ಳುವ ಧೈರ್ಯ ಮತ್ತು ಆತ್ಮವಿಶ್ವಾಸ ನನಗಿದೆ. ಏಕೆಂದರೆ ನನ್ನ ಸುದ್ದಿಗಳಲ್ಲಿ ನೊಂದವರು, ಶೋಷಿತರ, ದಲಿತರ, ಅಲ್ಪಸಂಖ್ಯಾತರ ಕಷ್ಟ ಕಡೆಯವರ ಪರ ಇದ್ದೇ ಇರುತ್ತದೆ. ಸುದ್ದಿ ವಿಚಾರದಲ್ಲಿ ನಮ್ಮದು ನೋ ಕಾಂಪ್ರಮೈಸ್. ಅದೇನೋ ಯಾರೂ ಕೈ ಹಾಕದ ಸುದ್ದಿಗಳನ್ನು ಹುಡುಕುವುದು ಅವರ ತನಿಖೆ ಮಾಡುವ ಒಂದು ಥ್ರಿಲ್. (13, 850, 381, 1103)
rathayatra-body-2: ಜಯಘೋಷಣೆಯೊಂದಿಗೆ ತೇರನ್ನು ಎಳೆಯಲಾಯಿತು. ಈ ಶುಭ ಸಂದರ್ಭದಲ್ಲಿ ಶ್ರೀ ಕ್ಷೇತ್ರ ಶ್ರವಣಬೆಳಗೊಳದ ಪೀಠಾಧಿಪತಿಗಳಾದ ಶ್ರೀ ಅಭಿನವ ಚಾರುಕೀರ್ತಿ ಭಟ್ಟಾರಕ ಮಹಾಸ್ವಾಮೀಜಿ ನೇತೃತ್ವದಲ್ಲಿ ನಡೆದ ರಥಯಾತ್ರೆಯಲ್ಲಿ ಹಲವು ಭಕ್ತರು ಪಾಲ್ಗೊಂಡು ಶ್ರೀ ಭಗವಾನ್ ಮಹಾವೀರ ಸ್ವಾಮಿಯವರ ಕೃಪೆಗೆ ಪಾತ್ರರಾದರು. ಮಹಾಸಭಾದ ಮತ್ತು ಕಾರ್ಯಕರ್ತರು ಸಹಕರಿಸಿದರು. ಬಾಲಕೃಷ್ಣ, ಸ್ವರೂಪ್ ಪ್ರಕಾಶ್, ಮತ್ತಿತರರು ಪಾಲ್ಗೊಂಡಿದ್ದರು. (755, 1500, 939, 1673)
election-photo (400, 1993, 722, 2185)
javagal-caption: ಮತ್ತು ಬಾಳೆ ಹಣ್ಣು ತೂರಿ ಹರಕೆ ತೀರಿಸಿದರು ಇದು ಗ್ರಾಮದ ಮಹಿಳೆಯರ (397, 2405, 1502, 2429)
damaged-house-photo (1237, 1428, 1499, 1617)
simha-body-2: ಸಾಗುವ ಈ ಸಂದರ್ಭದಲ್ಲಿ ಶಿಕ್ಷಣ ಇಲಾಖೆಯ ಅಧಿಕಾರಿಗಳು ಭಾಗವಹಿಸಿದ್ದರು. ಉತ್ಸವದಲ್ಲಿ ಸಾಂಪ್ರದಾಯಿಕ ವಾದ್ಯಗಳು ಮೆರುಗು ನೀಡಿದವು. ಭಕ್ತರು ಭಕ್ತಿಭಾವದಿಂದ ಪಾಲ್ಗೊಂಡಿದ್ದರು. ಇದೇ ಸಂದರ್ಭದಲ್ಲಿ ದೇವಾಲಯದ ಆಡಳಿತಾಧಿಕಾರಿ ಶ್ರೀ ಶ್ರೀ. ನೇಮಿರಾಜ್ ಮತ್ತು ಸಿಬ್ಬಂದಿ ವರ್ಗದವರು ಉಪಸ್ಥಿತರಿದ್ದರು. ಶಿಕ್ಷಕರು ಮಂಜುನಾಥ್, ಅನಿಲ್ ಗಿರೀಶ್, ಜಗದೀಶ್ ಸೇರಿದಂತೆ ಹಲವರು ಪಾಲ್ಗೊಂಡಿದ್ದರು. (397, 2435, 1489, 2459)
masthead-title-left: ಭೀಮ (427, 2, 709, 172)
simha-body-1: ಬೇಲೂರು : ಶ್ರೀ ಚನ್ನಕೇಶವಸ್ವಾಮಿ ದೇವಾಲಯದಲ್ಲಿ ನಡೆಯುತ್ತಿರುವ ಚೈತ್ರ ಮಾಸದ ಬ್ರಹ್ಮ ರಥೋತ್ಸವದ ಅಂಗವಾಗಿ 12ನೇ ದಿನ ಸಿಂಹರೋಹಣೋತ್ಸವ ಅದ್ದೂರಿಯಾಗಿ ನೆರವೇರಿತು. ಈ ಸಂದರ್ಭದಲ್ಲಿ ದೇವಾಲಯದ ಪ್ರಧಾನ ಅರ್ಚಕರು ಹಾಗೂ ಪರಿಚಾರಕರು ಶ್ರೀ ಸ್ವಾಮಿಯವರಿಗೆ ವಿಶೇಷ ಪೂಜೆ ನೆರವೇರಿಸಿದರು. ಸಿಂಹ ವಾಹನದಲ್ಲಿ ಉತ್ಸವ ಮೂರ್ತಿಯನ್ನು ಕುಳ್ಳಿರಿಸಿ ರಾಜ ಬೀದಿಗಳಲ್ಲಿ ಮೆರವಣಿಗೆ ನಡೆಯಿತು. (397, 2420, 1490, 2444)
simha-headline: 12ನೇ ದಿನ ಸಿಂಹರೋಹಣೋತ್ಸವ (1052, 2351, 1420, 2390)
javagal-body-1: ಗ್ರಾಮದ ದೊಡ್ಡಮ್ಮ ಕರಿಯಮ್ಮ (ಮುದಿಮಾರಮ್ಮ) ದೇವಿಯವರ ಜಾತ್ರಾ ಮಹೋತ್ಸವ ನಡೆಯುತ್ತಿದ್ದು ದೇವಸ್ಥಾನದ ಆವರಣದಲ್ಲಿ ಕಲಶ ಸ್ಥಾಪನೆ ಮಾಡುವ ಮೂಲಕ ಚಾಲನೆ ನೀಡಲಾಯಿತು. ಮಾರ್ಚ್ 31 ರಂದು ದೊಡ್ಡ ಭಾನುವಾರದಂದು ಗ್ರಾಮದೇವತೆಗಳಿಗೆ ವಿಶೇಷ ಪೂಜೆ ನಡೆಯಿತು. ದೇವಸ್ಥಾನದ ಆವರಣದಲ್ಲಿ ಅನೇಕ ಮಹಿಳೆಯರು ತಂಬಿಟ್ಟಿನ ಆರತಿ ಬೆಳಗಿದರು. (458, 2405, 1350, 2414)
tech-tail-2: ಮೈಸೂರಿನ ಆಡಳಿತ ತರಬೇತಿ ಸಂಸ್ಥೆಯಲ್ಲಿ ಮಾಸ್ಟರ್ ಟ್ರೈನರ್‌ಗಳಿಗೆ ತರಬೇತಿ ನೀಡಲಾಗಿದ್ದು, ನಂತರ ಜಿಲ್ಲಾ ಮಟ್ಟದಲ್ಲಿ ಫೀಲ್ಡ್ ಟ್ರೈನರ್‌ಗಳಿಗೆ ತರಬೇತಿ (941, 1317, 1213, 1350)
ashoka-chakra-icon (792, 26, 920, 154)
tech-box (670, 810, 1214, 1308)
election-body: ಚನ್ನರಾಯಪಟ್ಟಣ: ತಾಲ್ಲೂಕು ಕನ್ನಡ ಸಾಹಿತ್ಯ ಪರಿಷತ್ ತಾಲ್ಲೂಕು ಅಧ್ಯಕ್ಷ ಹೆಚ್. ಎನ್. ಲೋಕೇಶ್‌ರವರು ಆದಿಚುಂಚನಗಿರಿ ಶಾಖಾ ಮಠಕ್ಕೆ ಭೇಟಿ ನೀಡಿ ಸ್ವಾಮೀಜಿಗಳ ಆಶೀರ್ವಾದ ಪಡೆದರು. ಕನ್ನಡ ಸಾಹಿತ್ಯ ಪರಿಷತ್ ಚುನಾವಣೆಯಲ್ಲಿ ಬೆಂಬಲಿಸುವಂತೆ ಮನವಿ ಮಾಡಿದರು. ಈ ಸಂದರ್ಭದಲ್ಲಿ ರಾಜ್ಯ ಕನ್ನಡ ಸಾಹಿತ್ಯ ಪರಿಷತ್ ಸದಸ್ಯ ಮುಳ್ಳೇರ ಪ್ರಕಾಶ್, ಸಿ. ಕೆ. ಹರೀಶ್, ಹೇಮಣ್ಣ ಬೊಮ್ಮರಾವ್ ಮತ್ತಿತರರಿದ್ದರು. (400, 2215, 723, 2304)
masthead-title-right: ವಿಜಯ (1031, 2, 1385, 172)
rathayatra-headline-1: ಶ್ರೀ ಕ್ಷೇತ್ರ ಶ್ರವಣಬೆಳಗೊಳದಲ್ಲಿ (494, 1379, 843, 1422)
rathayatra-headline (397, 1372, 941, 1492)
tech-headline-banner (673, 812, 1212, 939)
